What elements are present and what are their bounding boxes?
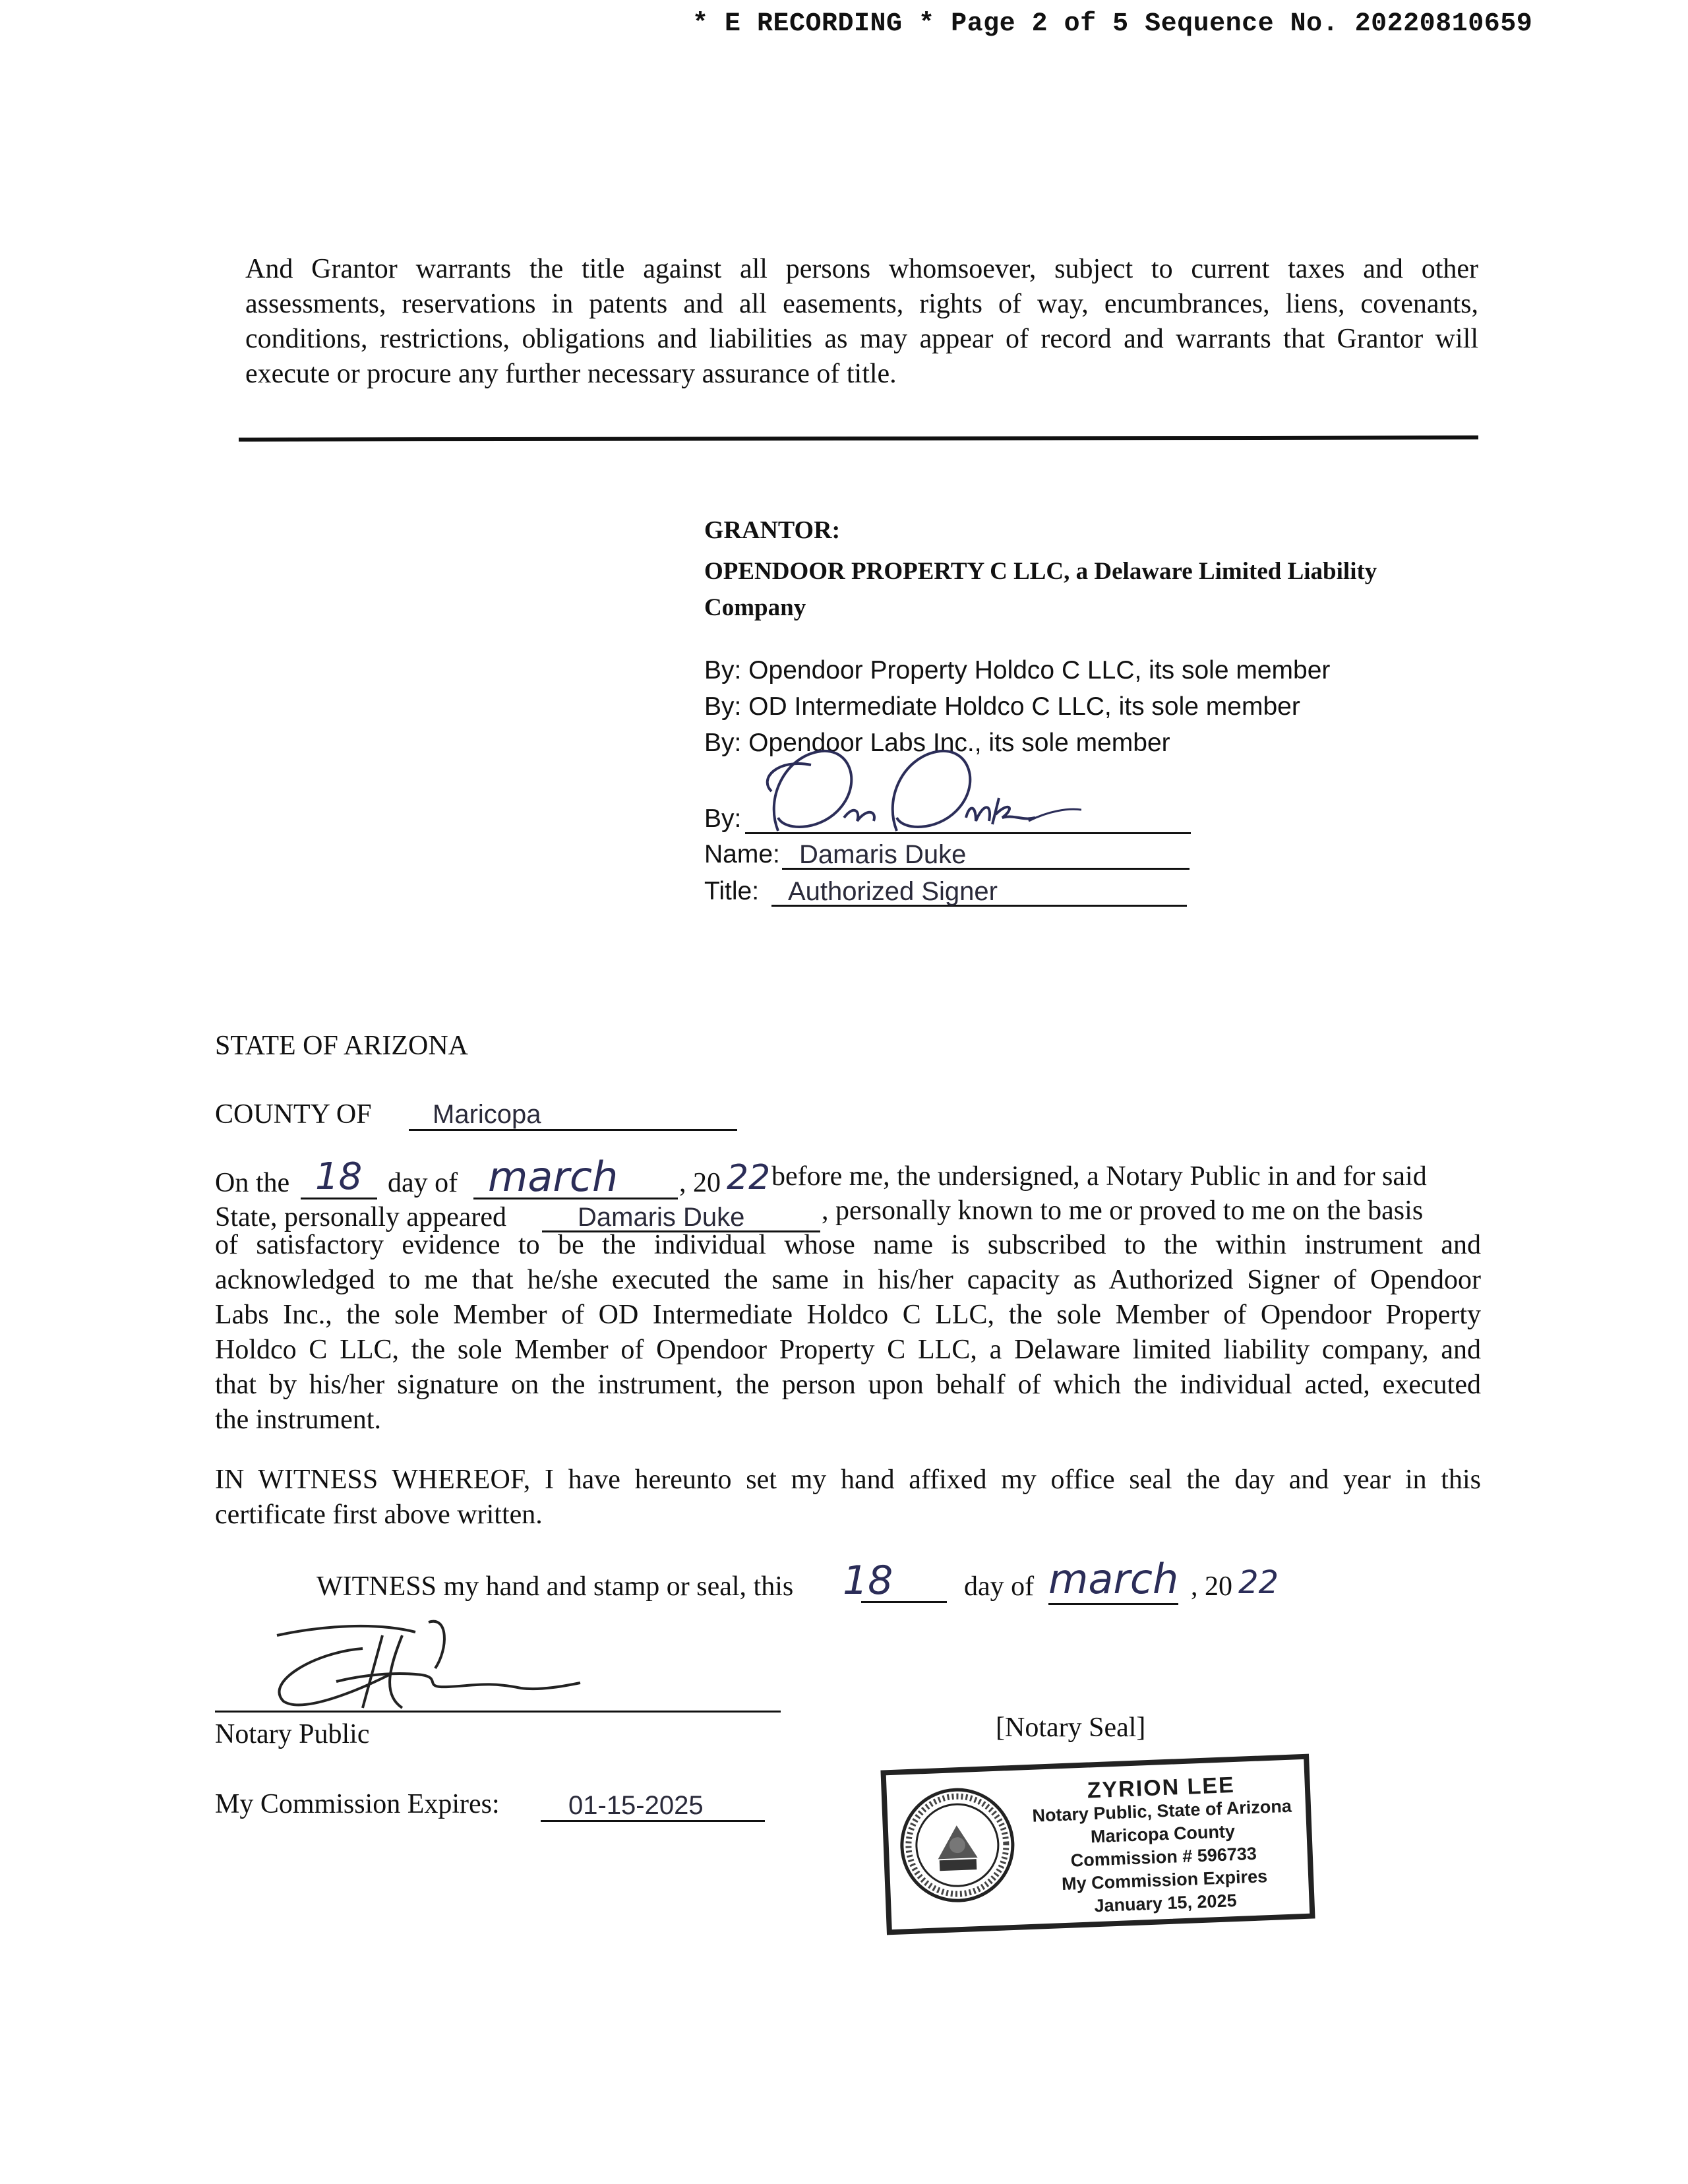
name-value: Damaris Duke — [799, 840, 967, 869]
seal-name: ZYRION LEE — [1087, 1772, 1236, 1804]
witness2-day-of: day of — [964, 1571, 1035, 1602]
witness2-day-value: 18 — [843, 1558, 893, 1604]
title-label: Title: — [704, 877, 760, 905]
grantor-by-line: By: Opendoor Property Holdco C LLC, its sole member — [704, 656, 1331, 684]
county-label: COUNTY OF — [215, 1099, 372, 1130]
title-value: Authorized Signer — [788, 877, 998, 906]
ack-line: that by his/her signature on the instrument, the person upon behalf of which the individual acted, executed — [215, 1370, 1481, 1400]
notary-signature-line — [215, 1711, 781, 1713]
ack-line2-post: , personally known to me or proved to me on the basis — [822, 1196, 1424, 1226]
seal-line: Commission # 596733 — [1070, 1843, 1257, 1871]
witness2-year-value: 22 — [1238, 1564, 1279, 1601]
notary-public-label: Notary Public — [215, 1719, 370, 1749]
name-label: Name: — [704, 840, 780, 868]
ack-line: acknowledged to me that he/she executed the same in his/her capacity as Authorized Signer of Opendoor — [215, 1265, 1481, 1295]
county-value: Maricopa — [433, 1100, 541, 1129]
ack-line: the instrument. — [215, 1405, 381, 1435]
ack-line: Holdco C LLC, the sole Member of Opendoor Property C LLC, a Delaware limited liability company, and — [215, 1335, 1481, 1365]
recording-header: * E RECORDING * Page 2 of 5 Sequence No. 20220810659 — [692, 9, 1533, 39]
warranty-line: conditions, restrictions, obligations and liabilities as may appear of record and warrants that Grantor will — [245, 324, 1478, 354]
ack-line: Labs Inc., the sole Member of OD Intermediate Holdco C LLC, the sole Member of Opendoor Property — [215, 1300, 1481, 1330]
section-divider — [239, 435, 1478, 441]
grantor-heading: GRANTOR: — [704, 516, 841, 544]
notary-signature-icon — [251, 1609, 620, 1721]
warranty-paragraph — [245, 252, 1478, 392]
ack-line2-pre: State, personally appeared — [215, 1202, 506, 1232]
warranty-line: execute or procure any further necessary assurance of title. — [245, 359, 897, 389]
grantor-company-line1: OPENDOOR PROPERTY C LLC, a Delaware Limited Liability — [704, 558, 1377, 585]
ack-day-value: 18 — [315, 1155, 363, 1198]
witness2-year-prefix: , 20 — [1191, 1571, 1232, 1602]
warranty-line: assessments, reservations in patents and all easements, rights of way, encumbrances, liens, covenants, — [245, 289, 1478, 319]
ack-line: of satisfactory evidence to be the individual whose name is subscribed to the within instrument and — [215, 1230, 1481, 1260]
grantor-by-line: By: Opendoor Labs Inc., its sole member — [704, 729, 1170, 757]
notary-seal-label: [Notary Seal] — [996, 1713, 1146, 1743]
witness-line: certificate first above written. — [215, 1500, 543, 1530]
witness2-month-value: march — [1048, 1555, 1178, 1605]
witness2-pre: WITNESS my hand and stamp or seal, this — [316, 1571, 794, 1602]
grantor-company-line2: Company — [704, 594, 806, 621]
state-heading: STATE OF ARIZONA — [215, 1031, 468, 1061]
ack-person-value: Damaris Duke — [578, 1203, 745, 1232]
grantor-by-line: By: OD Intermediate Holdco C LLC, its sole member — [704, 692, 1300, 721]
seal-line: My Commission Expires — [1061, 1866, 1268, 1895]
state-seal-icon — [895, 1784, 1019, 1907]
seal-line: Maricopa County — [1090, 1821, 1236, 1847]
seal-line: January 15, 2025 — [1093, 1890, 1238, 1916]
ack-paragraph — [215, 1228, 1481, 1438]
ack-on-the: On the — [215, 1168, 290, 1198]
grantor-signature-icon — [738, 732, 1081, 844]
witness-line: IN WITNESS WHEREOF, I have hereunto set my hand affixed my office seal the day and year in this — [215, 1465, 1481, 1495]
notary-seal-stamp — [880, 1754, 1315, 1935]
ack-month-value: march — [488, 1153, 618, 1201]
commission-label: My Commission Expires: — [215, 1789, 500, 1819]
ack-year-value: 22 — [727, 1158, 771, 1198]
witness-paragraph — [215, 1463, 1481, 1532]
ack-day-of: day of — [388, 1168, 458, 1198]
ack-year-prefix: , 20 — [679, 1168, 721, 1198]
seal-text — [1015, 1771, 1311, 1921]
commission-value: 01-15-2025 — [568, 1791, 704, 1820]
signature-by-label: By: — [704, 804, 742, 833]
seal-line: Notary Public, State of Arizona — [1031, 1796, 1292, 1826]
warranty-line: And Grantor warrants the title against all persons whomsoever, subject to current taxes and other — [245, 254, 1478, 284]
ack-line1-rest: before me, the undersigned, a Notary Public in and for said — [771, 1161, 1427, 1192]
